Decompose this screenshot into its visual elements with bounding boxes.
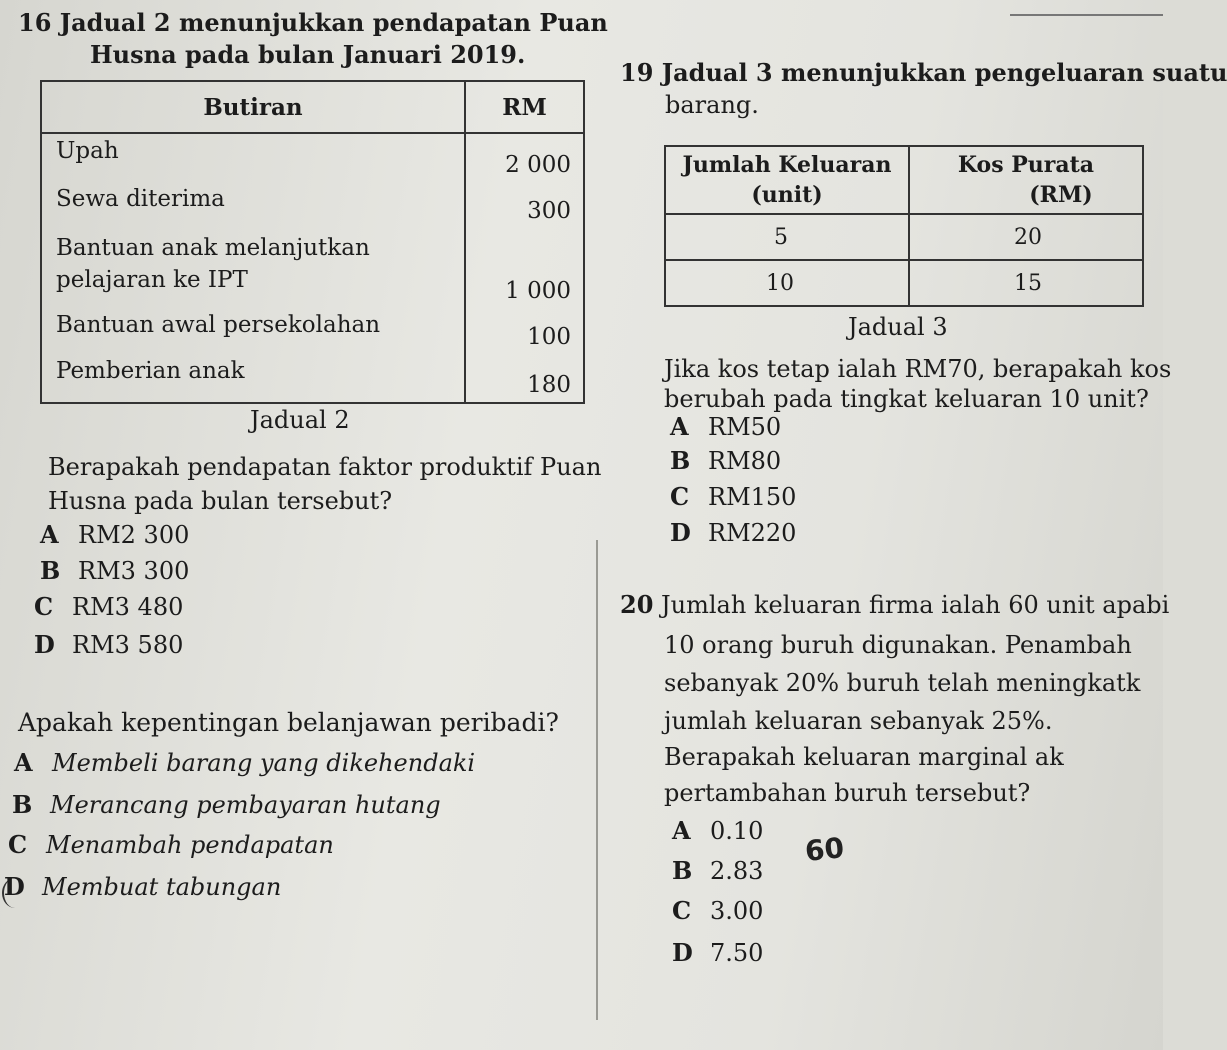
option-text: 3.00 bbox=[710, 897, 764, 925]
q16-question-line2: Husna pada bulan tersebut? bbox=[48, 487, 393, 515]
option-text: RM2 300 bbox=[78, 521, 190, 549]
top-rule bbox=[1010, 14, 1163, 16]
q20-question-line2: pertambahan buruh tersebut? bbox=[664, 779, 1031, 807]
q20-line2: 10 orang buruh digunakan. Penambah bbox=[664, 631, 1132, 659]
option-letter: A bbox=[672, 816, 691, 845]
q19-option-c[interactable] bbox=[670, 482, 796, 512]
header-line: (RM) bbox=[1029, 182, 1093, 208]
column-divider bbox=[596, 540, 598, 1020]
q17-option-c[interactable] bbox=[8, 830, 334, 860]
table-3 bbox=[664, 145, 1144, 307]
table-2-value: 100 bbox=[527, 324, 571, 350]
option-letter: A bbox=[40, 520, 59, 549]
table-2-header-rm: RM bbox=[465, 81, 584, 133]
option-letter: A bbox=[670, 412, 689, 441]
q20-line1 bbox=[620, 590, 1169, 620]
q16-number: 16 bbox=[18, 8, 52, 37]
table-2-header-butiran: Butiran bbox=[41, 81, 465, 133]
q17-option-a[interactable] bbox=[14, 748, 475, 778]
q20-option-c[interactable] bbox=[672, 896, 763, 926]
q20-option-a[interactable] bbox=[672, 816, 763, 846]
q19-question-line2: berubah pada tingkat keluaran 10 unit? bbox=[664, 385, 1149, 413]
option-text: RM50 bbox=[708, 413, 782, 441]
q16-stem-line2: Husna pada bulan Januari 2019. bbox=[90, 40, 526, 69]
table-2-value: 2 000 bbox=[505, 152, 571, 178]
option-text: 7.50 bbox=[710, 939, 764, 967]
q20-text: Jumlah keluaran firma ialah 60 unit apabi bbox=[661, 591, 1170, 619]
option-text: 2.83 bbox=[710, 857, 764, 885]
q17-option-b[interactable] bbox=[12, 790, 441, 820]
q16-stem-line1 bbox=[18, 8, 608, 38]
q19-number: 19 bbox=[620, 58, 654, 87]
option-letter: C bbox=[34, 592, 54, 621]
option-letter: B bbox=[670, 446, 691, 475]
q16-option-d[interactable] bbox=[34, 630, 183, 660]
option-text: RM3 300 bbox=[78, 557, 190, 585]
table-3-header-output bbox=[665, 146, 909, 214]
q20-line4: jumlah keluaran sebanyak 25%. bbox=[664, 707, 1053, 735]
option-letter: D bbox=[4, 872, 25, 901]
table-3-caption: Jadual 3 bbox=[848, 313, 948, 341]
option-text: 0.10 bbox=[710, 817, 764, 845]
table-row bbox=[41, 308, 584, 354]
table-3-header bbox=[665, 146, 1143, 214]
q19-stem-line2: barang. bbox=[665, 91, 759, 119]
q19-stem-text: Jadual 3 menunjukkan pengeluaran suatu bbox=[661, 58, 1227, 87]
option-text: Merancang pembayaran hutang bbox=[50, 791, 441, 819]
table-3-header-cost bbox=[909, 146, 1143, 214]
table-2-caption: Jadual 2 bbox=[250, 406, 350, 434]
q17-option-d[interactable] bbox=[4, 872, 281, 902]
table-3-cost: 15 bbox=[1014, 270, 1042, 296]
table-row bbox=[41, 354, 584, 403]
table-3-cost: 20 bbox=[909, 214, 1143, 260]
option-text: Membuat tabungan bbox=[42, 873, 282, 901]
option-text: RM3 480 bbox=[72, 593, 184, 621]
table-2-item: Pemberian anak bbox=[41, 354, 465, 403]
header-line: Kos Purata bbox=[957, 152, 1095, 178]
table-3-output: 5 bbox=[665, 214, 909, 260]
q20-line3: sebanyak 20% buruh telah meningkatk bbox=[664, 669, 1141, 697]
table-row bbox=[41, 182, 584, 228]
table-2-item: Upah bbox=[41, 133, 465, 182]
q19-question-line1: Jika kos tetap ialah RM70, berapakah kos bbox=[664, 355, 1172, 383]
table-2-item: Bantuan anak melanjutkan pelajaran ke IPT bbox=[41, 228, 465, 308]
q19-option-a[interactable] bbox=[670, 412, 781, 442]
q16-option-b[interactable] bbox=[40, 556, 189, 586]
q19-option-d[interactable] bbox=[670, 518, 796, 548]
table-row bbox=[41, 133, 584, 182]
option-text: Membeli barang yang dikehendaki bbox=[52, 749, 476, 777]
option-letter: A bbox=[14, 748, 33, 777]
table-2-item: Sewa diterima bbox=[41, 182, 465, 228]
option-text: RM80 bbox=[708, 447, 782, 475]
table-3-output: 10 bbox=[665, 260, 909, 306]
q19-option-b[interactable] bbox=[670, 446, 781, 476]
table-row bbox=[665, 260, 1143, 306]
handwritten-note: 60 bbox=[803, 831, 846, 868]
q20-option-b[interactable] bbox=[672, 856, 763, 886]
table-2-header bbox=[41, 81, 584, 133]
q16-option-c[interactable] bbox=[34, 592, 183, 622]
option-letter: B bbox=[12, 790, 33, 819]
table-row bbox=[41, 228, 584, 308]
q20-question-line1: Berapakah keluaran marginal ak bbox=[664, 743, 1064, 771]
q16-option-a[interactable] bbox=[40, 520, 189, 550]
option-text: RM3 580 bbox=[72, 631, 184, 659]
q20-number: 20 bbox=[620, 590, 654, 619]
option-letter: D bbox=[34, 630, 55, 659]
option-text: RM150 bbox=[708, 483, 797, 511]
q19-stem-line1 bbox=[620, 58, 1227, 88]
header-line: (unit) bbox=[751, 182, 823, 208]
option-letter: C bbox=[8, 830, 28, 859]
option-text: Menambah pendapatan bbox=[46, 831, 334, 859]
option-letter: C bbox=[672, 896, 692, 925]
q16-question-line1: Berapakah pendapatan faktor produktif Puan bbox=[48, 453, 602, 481]
table-2-item: Bantuan awal persekolahan bbox=[41, 308, 465, 354]
q17-question: Apakah kepentingan belanjawan peribadi? bbox=[18, 708, 559, 737]
q16-stem-text: Jadual 2 menunjukkan pendapatan Puan bbox=[59, 8, 608, 37]
option-letter: B bbox=[672, 856, 693, 885]
option-letter: D bbox=[672, 938, 693, 967]
table-2-value: 300 bbox=[527, 198, 571, 224]
table-2 bbox=[40, 80, 585, 404]
table-row bbox=[665, 214, 1143, 260]
header-line: Jumlah Keluaran bbox=[682, 152, 892, 178]
q20-option-d[interactable] bbox=[672, 938, 763, 968]
option-letter: B bbox=[40, 556, 61, 585]
option-text: RM220 bbox=[708, 519, 797, 547]
table-2-value: 180 bbox=[527, 372, 571, 398]
option-letter: C bbox=[670, 482, 690, 511]
table-2-value: 1 000 bbox=[505, 278, 571, 304]
option-letter: D bbox=[670, 518, 691, 547]
